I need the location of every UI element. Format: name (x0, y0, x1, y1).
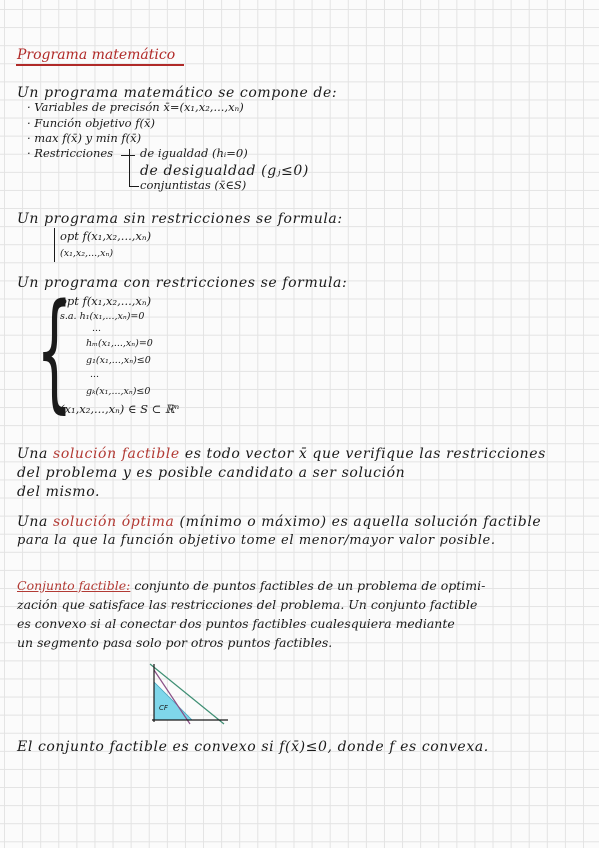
feasible-region-label: CF (159, 704, 168, 712)
intro-item-objective: · Función objetivo f(x̄) (27, 116, 155, 130)
optimal-solution-prefix: Una (17, 514, 48, 530)
page-title: Programa matemático (17, 47, 176, 63)
restriction-branch-foot (129, 186, 139, 187)
restriction-inequality: de desigualdad (gⱼ≤0) (140, 163, 309, 179)
feasible-solution-line-2: del problema y es posible candidato a ser solución (17, 465, 406, 481)
feasible-set-line-4: un segmento pasa solo por otros puntos factibles. (17, 635, 333, 650)
feasible-solution-definition: es todo vector x̄ que verifique las restricciones (184, 446, 546, 462)
restriction-branch-line (121, 155, 135, 156)
feasible-set-term: Conjunto factible: (17, 578, 131, 593)
restricted-g1: g₁(x₁,...,xₙ)≤0 (86, 355, 151, 366)
feasible-set-line-1 (17, 580, 485, 593)
intro-item-maxmin: · max f(x̄) y min f(x̄) (27, 131, 142, 145)
feasible-set-definition: conjunto de puntos factibles de un problema de optimi- (134, 578, 486, 593)
intro-item-variables: · Variables de precisón x̄=(x₁,x₂,...,xₙ) (27, 100, 244, 114)
feasible-solution-line-1 (17, 447, 546, 461)
optimal-solution-line-2: para la que la función objetivo tome el menor/mayor valor posible. (17, 533, 496, 548)
feasible-set-line-3: es convexo si al conectar dos puntos factibles cualesquiera mediante (17, 616, 455, 631)
restriction-equality: de igualdad (hᵢ=0) (140, 146, 248, 160)
unrestricted-brace (54, 228, 55, 262)
intro-item-restrictions: · Restricciones (27, 146, 114, 160)
restriction-branch-stem (129, 149, 130, 187)
restricted-domain: (x₁,x₂,...,xₙ) ∈ S ⊂ ℝⁿ (60, 402, 180, 416)
restricted-hm: hₘ(x₁,...,xₙ)=0 (86, 338, 153, 349)
restricted-brace: { (36, 277, 73, 426)
unrestricted-opt: opt f(x₁,x₂,...,xₙ) (60, 229, 152, 243)
feasible-solution-prefix: Una (17, 446, 48, 462)
restricted-dots-1: ... (92, 323, 102, 334)
restricted-h1: s.a. h₁(x₁,...,xₙ)=0 (60, 311, 145, 322)
feasible-solution-term: solución factible (53, 446, 180, 462)
feasible-set-line-2: zación que satisface las restricciones del problema. Un conjunto factible (17, 597, 478, 612)
restricted-dots-2: ... (90, 369, 100, 380)
restricted-gk: gₖ(x₁,...,xₙ)≤0 (86, 386, 151, 397)
unrestricted-heading: Un programa sin restricciones se formula: (17, 211, 343, 227)
optimal-solution-line-1 (17, 515, 541, 529)
title-underline (16, 64, 184, 66)
optimal-solution-term: solución óptima (53, 514, 175, 530)
restricted-opt: opt f(x₁,x₂,...,xₙ) (60, 294, 152, 308)
convexity-conclusion: El conjunto factible es convexo si f(x̄)≤0, donde f es convexa. (17, 739, 489, 755)
feasible-solution-line-3: del mismo. (17, 484, 101, 500)
restriction-set: conjuntistas (x̄∈S) (140, 178, 247, 192)
feasible-region-fill (154, 682, 192, 720)
optimal-solution-definition: (mínimo o máximo) es aquella solución factible (179, 514, 542, 530)
feasible-set-diagram (140, 658, 240, 736)
restricted-heading: Un programa con restricciones se formula: (17, 275, 348, 291)
intro-heading: Un programa matemático se compone de: (17, 85, 338, 101)
unrestricted-vars: (x₁,x₂,...,xₙ) (60, 248, 114, 259)
